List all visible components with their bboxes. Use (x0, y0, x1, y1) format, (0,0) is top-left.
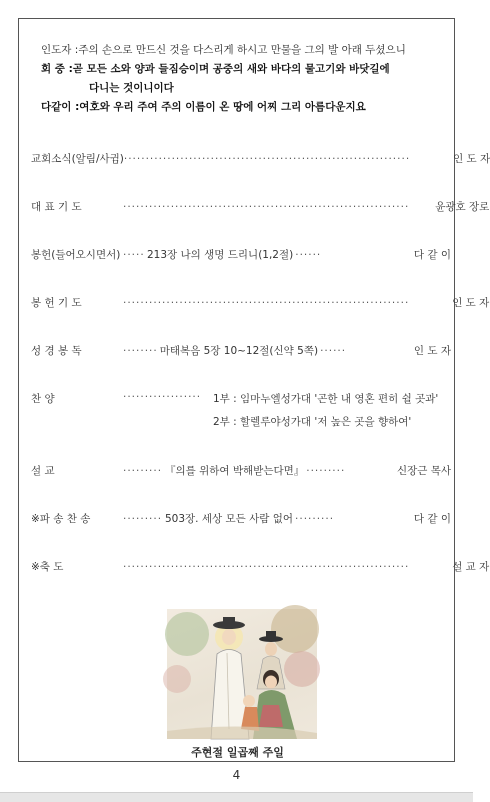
order-item-person: 다 같 이 (413, 249, 451, 261)
reading-line-congregation (41, 60, 451, 79)
leader-dots: ······ (320, 345, 347, 357)
reading-text: 다니는 것이니이다 (89, 82, 174, 94)
reading-speaker: 다같이 : (41, 101, 80, 113)
order-item-person: 인 도 자 (452, 297, 490, 309)
order-item-name: 봉헌(들어오시면서) (31, 249, 121, 261)
choir-line-2 (31, 414, 451, 429)
order-item-benediction (31, 559, 490, 574)
leader-dots: ········· (295, 513, 335, 525)
reading-speaker: 회 중 : (41, 63, 73, 75)
leader-dots: ·················· (123, 391, 202, 403)
order-item-name: 대 표 기 도 (31, 201, 82, 213)
choir-first-service: 1부 : 임마누엘성가대 '곤한 내 영혼 편히 쉴 곳과' (213, 393, 439, 405)
order-item-sermon (31, 463, 451, 478)
order-item-person: 윤광호 장로 (435, 201, 490, 213)
order-item-person: 인 도 자 (453, 153, 490, 165)
order-item-closing-hymn (31, 511, 451, 526)
illustration-drawing (167, 609, 317, 739)
order-item-person: 인 도 자 (413, 345, 451, 357)
leader-dots: ······ (295, 249, 322, 261)
leader-dots: ········· (306, 465, 346, 477)
reading-line-leader (41, 41, 451, 60)
reading-text: 여호와 우리 주여 주의 이름이 온 땅에 어찌 그리 아름다운지요 (79, 101, 366, 113)
viewer-bottom-bar (0, 792, 473, 802)
bulletin-page (18, 18, 490, 762)
order-item-name: 봉 헌 기 도 (31, 297, 82, 309)
order-item-name: 교회소식(알림/사귐) (31, 153, 124, 165)
order-item-detail: 마태복음 5장 10~12절(신약 5쪽) (159, 345, 319, 357)
order-item-choir (31, 391, 451, 429)
order-item-detail: 503장. 세상 모든 사람 없어 (165, 513, 294, 525)
leader-dots: ·································································· (123, 297, 410, 309)
reading-speaker: 인도자 : (41, 44, 79, 56)
order-item-announcements (31, 151, 490, 166)
leader-dots: ········· (123, 513, 163, 525)
order-item-offering (31, 247, 451, 262)
choir-second-service: 2부 : 할렐루야성가대 '저 높은 곳을 향하여' (213, 416, 412, 428)
order-item-person: 설 교 자 (452, 561, 490, 573)
leader-dots: ·································································· (123, 201, 410, 213)
leader-dots: ········ (123, 345, 158, 357)
order-item-person: 다 같 이 (413, 513, 451, 525)
order-item-prayer (31, 199, 490, 214)
reading-line-congregation-cont (41, 79, 451, 98)
order-item-name: ※축 도 (31, 561, 64, 573)
order-item-detail: 213장 나의 생명 드리니(1,2절) (147, 249, 294, 261)
choir-line-1 (31, 391, 451, 406)
reading-line-all (41, 98, 451, 117)
reading-text: 곧 모든 소와 양과 들짐승이며 공중의 새와 바다의 물고기와 바닷길에 (72, 63, 390, 75)
leader-dots: ····· (123, 249, 145, 261)
order-item-name: 설 교 (31, 465, 55, 477)
leader-dots: ········· (123, 465, 163, 477)
order-item-person: 신장근 목사 (396, 465, 451, 477)
illustration-caption: 주현절 일곱째 주일 (191, 746, 284, 759)
leader-dots: ·································································· (123, 561, 410, 573)
reading-text: 주의 손으로 만드신 것을 다스리게 하시고 만물을 그의 발 아래 두셨으니 (78, 44, 406, 56)
leader-dots: ·································································· (123, 153, 411, 165)
page-number: 4 (232, 768, 241, 782)
order-item-name: 찬 양 (31, 393, 55, 405)
order-item-name: ※파 송 찬 송 (31, 513, 91, 525)
epiphany-illustration (167, 609, 317, 739)
responsive-reading (41, 41, 451, 117)
sermon-title: 『의를 위하여 박해받는다면』 (165, 465, 305, 477)
order-item-name: 성 경 봉 독 (31, 345, 82, 357)
order-item-offering-prayer (31, 295, 490, 310)
order-item-scripture (31, 343, 451, 358)
